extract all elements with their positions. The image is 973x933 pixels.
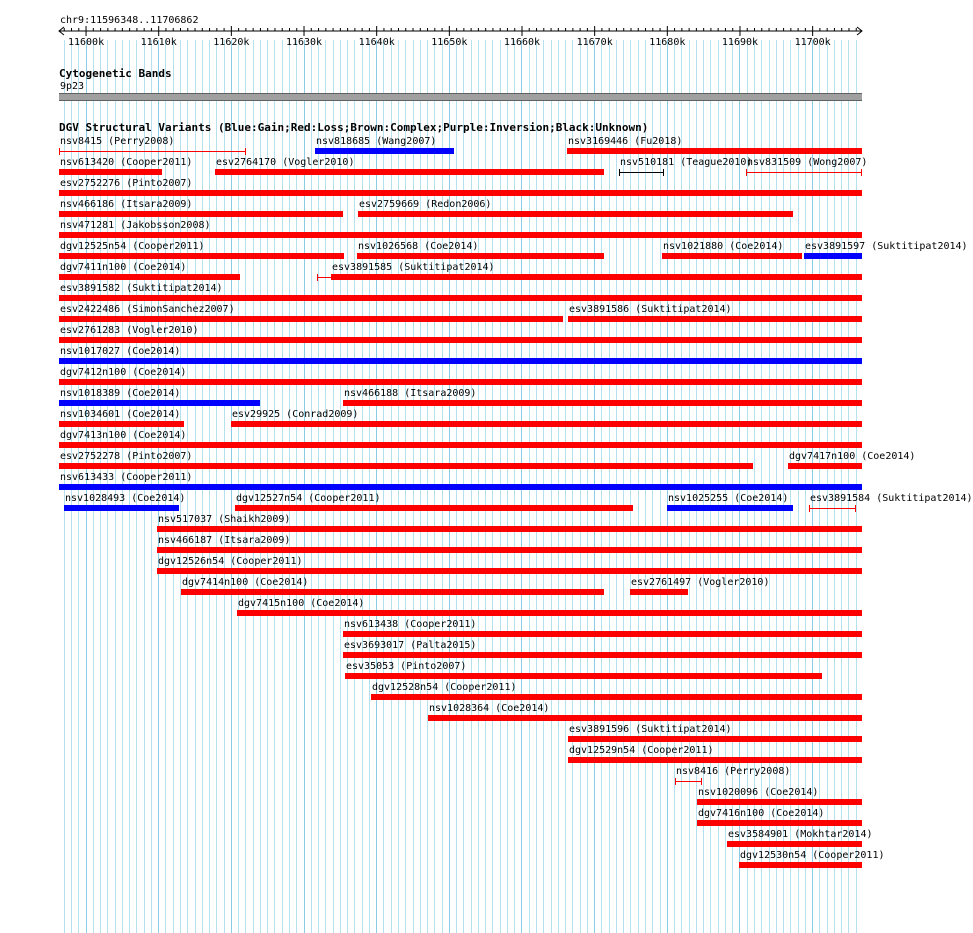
sv-feature-label[interactable]: nsv1028493 (Coe2014) xyxy=(65,493,186,504)
sv-feature-bar[interactable] xyxy=(181,589,604,595)
sv-feature-bar[interactable] xyxy=(59,421,184,427)
sv-feature-label[interactable]: nsv1018389 (Coe2014) xyxy=(60,388,181,399)
sv-feature-label[interactable]: esv2422486 (SimonSanchez2007) xyxy=(60,304,235,315)
sv-feature-label[interactable]: nsv8415 (Perry2008) xyxy=(60,136,175,147)
sv-feature-bar[interactable] xyxy=(697,799,862,805)
sv-feature-label[interactable]: esv3891596 (Suktitipat2014) xyxy=(569,724,732,735)
sv-feature-label[interactable]: esv2759669 (Redon2006) xyxy=(359,199,492,210)
sv-feature-bar[interactable] xyxy=(804,253,862,259)
sv-feature-label[interactable]: esv3891582 (Suktitipat2014) xyxy=(60,283,223,294)
sv-feature-label[interactable]: nsv831509 (Wong2007) xyxy=(747,157,868,168)
cytoband-label: 9p23 xyxy=(60,81,85,92)
sv-feature-label[interactable]: nsv1021880 (Coe2014) xyxy=(663,241,784,252)
sv-feature-label[interactable]: esv3891584 (Suktitipat2014) xyxy=(810,493,973,504)
sv-feature-bar[interactable] xyxy=(739,862,862,868)
sv-feature-bar[interactable] xyxy=(59,442,862,448)
sv-feature-label[interactable]: esv3891586 (Suktitipat2014) xyxy=(569,304,732,315)
sv-feature-bar[interactable] xyxy=(567,148,862,154)
cytoband-track-title[interactable]: Cytogenetic Bands xyxy=(59,67,172,80)
sv-feature-label[interactable]: nsv517037 (Shaikh2009) xyxy=(158,514,291,525)
ruler-tick-label: 11690k xyxy=(721,37,759,48)
sv-feature-bar[interactable] xyxy=(343,400,862,406)
sv-feature-bar[interactable] xyxy=(630,589,688,595)
sv-feature-cap[interactable] xyxy=(855,505,856,512)
sv-feature-label[interactable]: nsv613433 (Cooper2011) xyxy=(60,472,193,483)
sv-feature-bar[interactable] xyxy=(788,463,862,469)
ruler-tick-label: 11620k xyxy=(213,37,250,48)
sv-feature-bar[interactable] xyxy=(59,400,260,406)
sv-feature-bar[interactable] xyxy=(59,169,162,175)
sv-feature-bar[interactable] xyxy=(662,253,802,259)
sv-feature-bar[interactable] xyxy=(697,820,862,826)
sv-feature-label[interactable]: nsv1026568 (Coe2014) xyxy=(358,241,479,252)
sv-feature-bar[interactable] xyxy=(157,547,862,553)
sv-feature-label[interactable]: dgv7411n100 (Coe2014) xyxy=(60,262,187,273)
sv-feature-label[interactable]: esv29925 (Conrad2009) xyxy=(232,409,359,420)
sv-feature-bar[interactable] xyxy=(157,568,862,574)
sv-feature-bar[interactable] xyxy=(59,232,862,238)
sv-feature-label[interactable]: esv3584901 (Mokhtar2014) xyxy=(728,829,873,840)
sv-feature-bar[interactable] xyxy=(358,211,793,217)
sv-feature-bar[interactable] xyxy=(667,505,793,511)
sv-feature-cap[interactable] xyxy=(663,169,664,176)
ruler-tick-label: 11630k xyxy=(285,37,323,48)
sv-feature-label[interactable]: dgv7413n100 (Coe2014) xyxy=(60,430,187,441)
sv-feature-cap[interactable] xyxy=(675,778,676,785)
sv-feature-bar[interactable] xyxy=(315,148,454,154)
ruler-tick-label: 11670k xyxy=(576,37,613,48)
sv-feature-bar[interactable] xyxy=(157,526,862,532)
sv-feature-label[interactable]: esv3891597 (Suktitipat2014) xyxy=(805,241,968,252)
sv-feature-label[interactable]: nsv1028364 (Coe2014) xyxy=(429,703,550,714)
sv-feature-label[interactable]: dgv12527n54 (Cooper2011) xyxy=(236,493,381,504)
sv-feature-label[interactable]: dgv7415n100 (Coe2014) xyxy=(238,598,365,609)
sv-feature-label[interactable]: dgv7416n100 (Coe2014) xyxy=(698,808,825,819)
sv-feature-whisker[interactable] xyxy=(619,172,664,173)
sv-feature-label[interactable]: dgv12529n54 (Cooper2011) xyxy=(569,745,714,756)
sv-feature-bar[interactable] xyxy=(371,694,862,700)
sv-feature-label[interactable]: nsv466188 (Itsara2009) xyxy=(344,388,477,399)
sv-feature-label[interactable]: nsv466187 (Itsara2009) xyxy=(158,535,291,546)
sv-feature-bar[interactable] xyxy=(331,274,862,280)
sv-feature-bar[interactable] xyxy=(237,610,862,616)
sv-feature-bar[interactable] xyxy=(59,190,862,196)
sv-feature-label[interactable]: nsv818685 (Wang2007) xyxy=(316,136,437,147)
sv-feature-label[interactable]: esv2761283 (Vogler2010) xyxy=(60,325,199,336)
sv-feature-label[interactable]: dgv12528n54 (Cooper2011) xyxy=(372,682,517,693)
sv-feature-cap[interactable] xyxy=(245,148,246,155)
sv-feature-cap[interactable] xyxy=(317,274,318,281)
sv-feature-label[interactable]: nsv1017027 (Coe2014) xyxy=(60,346,181,357)
sv-feature-bar[interactable] xyxy=(568,736,862,742)
sv-track-title[interactable]: DGV Structural Variants (Blue:Gain;Red:Loss;Brown:Complex;Purple:Inversion;Black:Unknown) xyxy=(59,121,649,134)
sv-feature-whisker[interactable] xyxy=(317,277,331,278)
sv-feature-label[interactable]: nsv1025255 (Coe2014) xyxy=(668,493,789,504)
sv-feature-label[interactable]: nsv471281 (Jakobsson2008) xyxy=(60,220,211,231)
sv-feature-bar[interactable] xyxy=(357,253,604,259)
sv-feature-whisker[interactable] xyxy=(809,508,856,509)
sv-feature-label[interactable]: esv2752276 (Pinto2007) xyxy=(60,178,193,189)
sv-feature-bar[interactable] xyxy=(59,337,862,343)
sv-feature-bar[interactable] xyxy=(59,358,862,364)
sv-feature-whisker[interactable] xyxy=(59,151,246,152)
sv-feature-label[interactable]: esv2752278 (Pinto2007) xyxy=(60,451,193,462)
ruler-tick-label: 11700k xyxy=(794,37,831,48)
sv-feature-bar[interactable] xyxy=(215,169,604,175)
sv-feature-bar[interactable] xyxy=(428,715,862,721)
ruler-tick-label: 11680k xyxy=(649,37,686,48)
sv-feature-cap[interactable] xyxy=(809,505,810,512)
sv-feature-cap[interactable] xyxy=(59,148,60,155)
sv-feature-cap[interactable] xyxy=(619,169,620,176)
sv-feature-bar[interactable] xyxy=(59,463,753,469)
sv-feature-label[interactable]: nsv1034601 (Coe2014) xyxy=(60,409,181,420)
sv-feature-label[interactable]: nsv510181 (Teague2010) xyxy=(620,157,753,168)
sv-feature-cap[interactable] xyxy=(701,778,702,785)
sv-feature-bar[interactable] xyxy=(231,421,862,427)
sv-feature-bar[interactable] xyxy=(59,379,862,385)
sv-feature-bar[interactable] xyxy=(343,652,862,658)
sv-feature-label[interactable]: esv2761497 (Vogler2010) xyxy=(631,577,770,588)
sv-feature-bar[interactable] xyxy=(343,631,862,637)
sv-feature-label[interactable]: nsv613420 (Cooper2011) xyxy=(60,157,193,168)
sv-feature-label[interactable]: esv35053 (Pinto2007) xyxy=(346,661,467,672)
sv-feature-bar[interactable] xyxy=(345,673,822,679)
sv-feature-label[interactable]: dgv7414n100 (Coe2014) xyxy=(182,577,309,588)
sv-feature-label[interactable]: nsv3169446 (Fu2018) xyxy=(568,136,683,147)
ruler-tick-label: 11640k xyxy=(358,37,395,48)
sv-feature-bar[interactable] xyxy=(64,505,179,511)
sv-feature-label[interactable]: esv2764170 (Vogler2010) xyxy=(216,157,355,168)
ruler-tick-label: 11600k xyxy=(67,37,105,48)
sv-feature-label[interactable]: nsv8416 (Perry2008) xyxy=(676,766,791,777)
sv-feature-bar[interactable] xyxy=(59,316,563,322)
region-label: chr9:11596348..11706862 xyxy=(60,15,199,26)
ruler-tick-label: 11650k xyxy=(431,37,468,48)
sv-feature-bar[interactable] xyxy=(568,757,862,763)
sv-feature-label[interactable]: esv3891585 (Suktitipat2014) xyxy=(332,262,495,273)
sv-feature-whisker[interactable] xyxy=(675,781,702,782)
ruler-tick-label: 11660k xyxy=(503,37,541,48)
sv-feature-whisker[interactable] xyxy=(746,172,862,173)
sv-feature-label[interactable]: esv3693017 (Palta2015) xyxy=(344,640,477,651)
sv-feature-cap[interactable] xyxy=(746,169,747,176)
sv-feature-cap[interactable] xyxy=(861,169,862,176)
sv-feature-label[interactable]: nsv1020096 (Coe2014) xyxy=(698,787,819,798)
sv-feature-bar[interactable] xyxy=(59,211,343,217)
sv-feature-label[interactable]: dgv12526n54 (Cooper2011) xyxy=(158,556,303,567)
sv-feature-bar[interactable] xyxy=(59,295,862,301)
sv-feature-bar[interactable] xyxy=(59,274,240,280)
sv-feature-label[interactable]: dgv7412n100 (Coe2014) xyxy=(60,367,187,378)
sv-feature-bar[interactable] xyxy=(235,505,633,511)
sv-feature-bar[interactable] xyxy=(727,841,862,847)
sv-feature-bar[interactable] xyxy=(568,316,862,322)
sv-feature-label[interactable]: dgv12530n54 (Cooper2011) xyxy=(740,850,885,861)
sv-feature-bar[interactable] xyxy=(59,484,862,490)
sv-feature-bar[interactable] xyxy=(59,253,344,259)
sv-feature-label[interactable]: dgv12525n54 (Cooper2011) xyxy=(60,241,205,252)
sv-feature-label[interactable]: dgv7417n100 (Coe2014) xyxy=(789,451,916,462)
sv-feature-label[interactable]: nsv466186 (Itsara2009) xyxy=(60,199,193,210)
ruler-tick-label: 11610k xyxy=(140,37,177,48)
sv-feature-label[interactable]: nsv613438 (Cooper2011) xyxy=(344,619,477,630)
